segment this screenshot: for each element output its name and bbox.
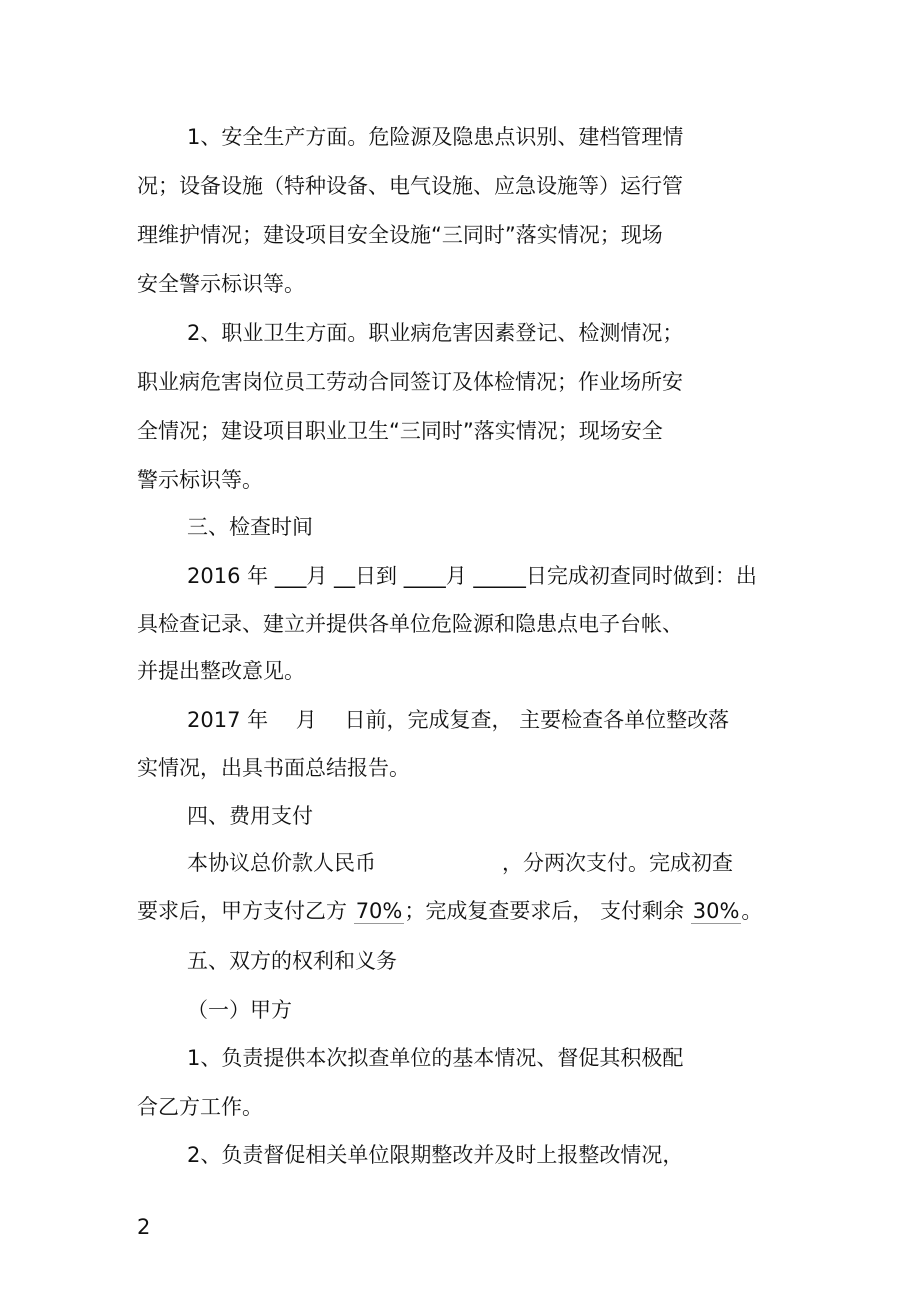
s4-line2	[137, 896, 762, 926]
s3-p1-rest: 日完成初查同时做到：出	[525, 564, 757, 588]
s4-line1: 本协议总价款人民币 ，分两次支付。完成初查	[187, 851, 733, 875]
s1-item2-line3: 全情况；建设项目职业卫生“三同时”落实情况；现场安全	[137, 419, 663, 443]
s1-item2-line4: 警示标识等。	[137, 468, 263, 492]
s3-p1-line3: 并提出整改意见。	[137, 659, 305, 683]
s3-month2: 月	[445, 564, 467, 588]
s5-heading: 五、双方的权利和义务	[187, 949, 397, 973]
s5-item2-line1: 2、负责督促相关单位限期整改并及时上报整改情况，	[187, 1143, 684, 1167]
s1-item1-line1: 1、安全生产方面。危险源及隐患点识别、建档管理情	[187, 125, 684, 149]
s5-party-a: （一）甲方	[187, 998, 292, 1022]
s1-item1-line2: 况；设备设施（特种设备、电气设施、应急设施等）运行管	[137, 174, 683, 198]
s3-p2-line1: 2017 年 月 日前，完成复查， 主要检查各单位整改落	[187, 708, 730, 732]
s4-heading: 四、费用支付	[187, 804, 313, 828]
s4-pct-first: 70%	[355, 899, 403, 923]
s3-blank3: ____	[403, 564, 446, 588]
page-number: 2	[137, 1215, 151, 1239]
s4-line2-b: ；完成复查要求后， 支付剩余	[404, 899, 691, 923]
s4-line2-c: 。	[741, 899, 763, 923]
s3-p1-line1	[187, 561, 757, 591]
s5-item1-line2: 合乙方工作。	[137, 1095, 263, 1119]
s3-blank4: _____	[473, 564, 526, 588]
s3-p2-line2: 实情况，出具书面总结报告。	[137, 756, 410, 780]
s3-year: 2016 年	[187, 564, 269, 588]
s3-heading: 三、检查时间	[187, 515, 313, 539]
s1-item2-line1: 2、职业卫生方面。职业病危害因素登记、检测情况；	[187, 321, 684, 345]
s4-line2-a: 要求后，甲方支付乙方	[137, 899, 354, 923]
s4-pct-remaining: 30%	[692, 899, 740, 923]
s3-blank2: __	[334, 564, 355, 588]
s3-p1-line2: 具检查记录、建立并提供各单位危险源和隐患点电子台帐、	[137, 612, 683, 636]
s1-item2-line2: 职业病危害岗位员工劳动合同签订及体检情况；作业场所安	[137, 370, 683, 394]
s1-item1-line4: 安全警示标识等。	[137, 272, 305, 296]
s3-day1: 日到	[355, 564, 397, 588]
s3-blank1: ___	[274, 564, 307, 588]
s1-item1-line3: 理维护情况；建设项目安全设施“三同时”落实情况；现场	[137, 223, 663, 247]
s5-item1-line1: 1、负责提供本次拟查单位的基本情况、督促其积极配	[187, 1046, 684, 1070]
s3-month1: 月	[306, 564, 328, 588]
